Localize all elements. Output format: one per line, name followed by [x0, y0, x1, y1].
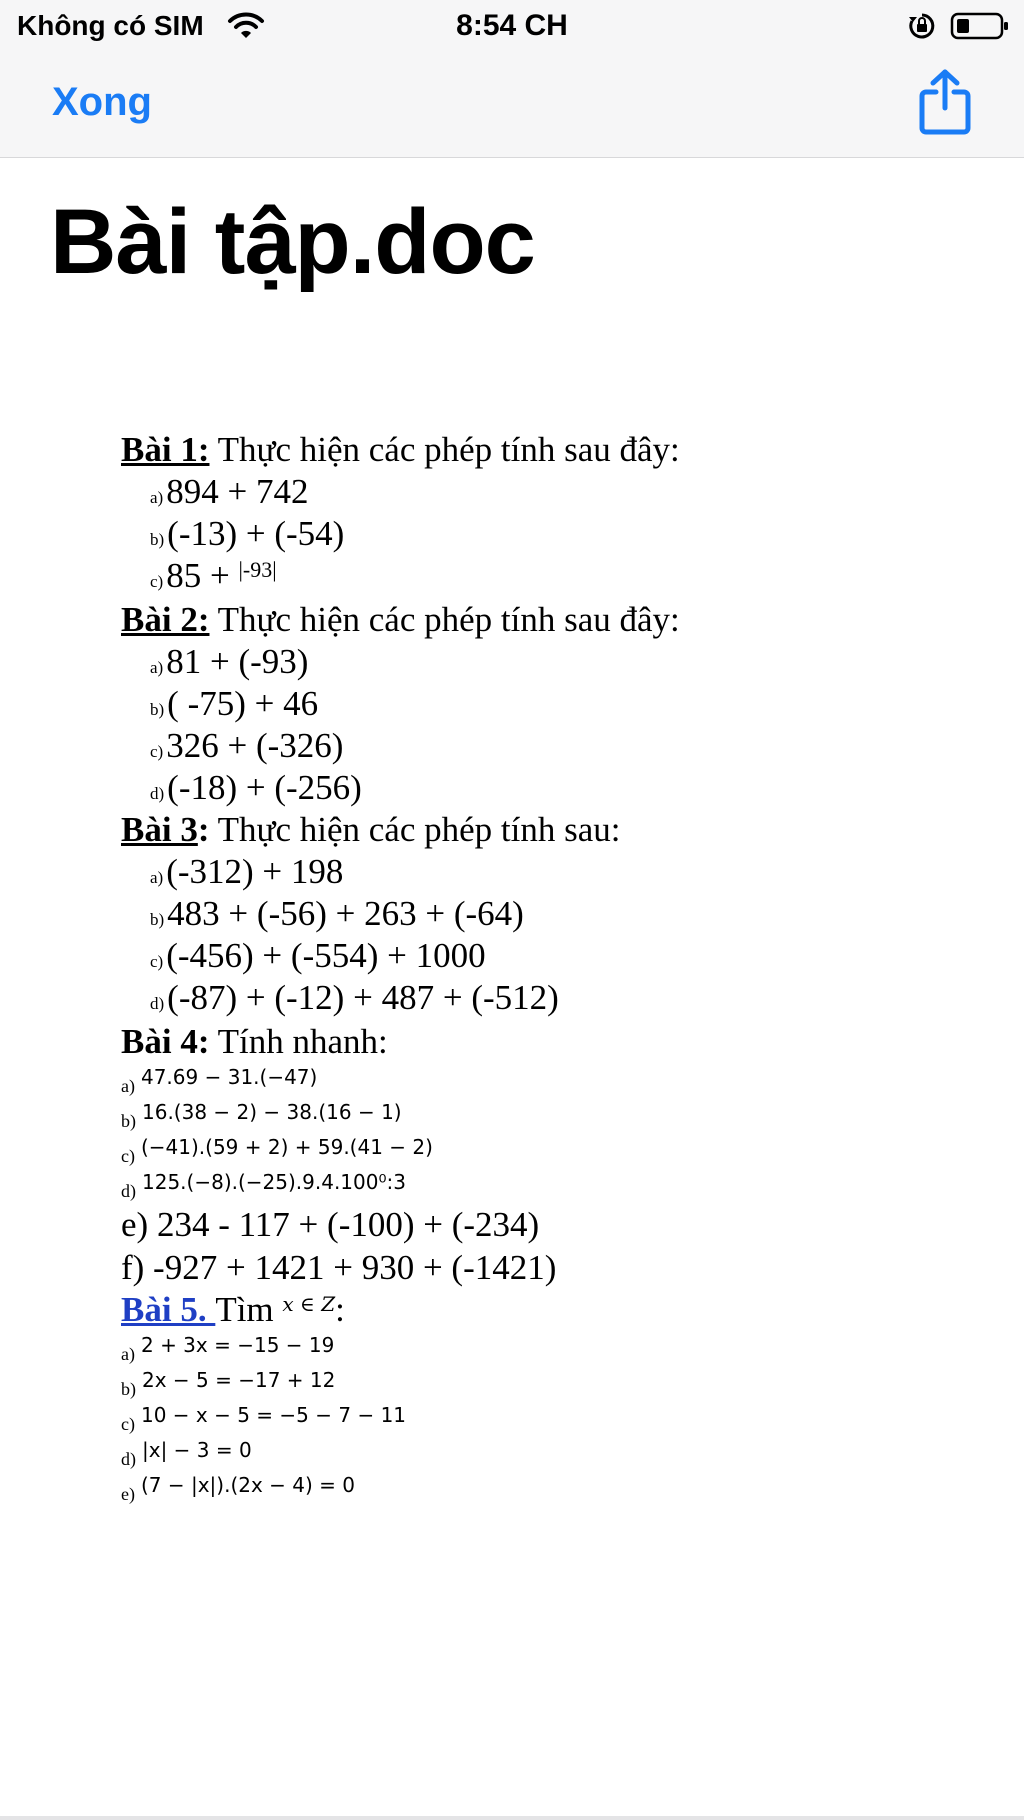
exercise-instruction: Tính nhanh: [209, 1022, 388, 1061]
item-expression: (-18) + (-256) [167, 768, 362, 807]
exercise-3-heading [121, 810, 620, 850]
item-letter: a) [150, 488, 164, 507]
item-letter: d) [121, 1449, 136, 1469]
exercise-instruction: Thực hiện các phép tính sau đây: [209, 430, 680, 469]
clock: 8:54 CH [456, 9, 568, 42]
list-item [150, 768, 362, 808]
item-expression: 47.69 − 31.(−47) [140, 1065, 318, 1089]
exercise-2-heading [121, 600, 680, 640]
list-item [121, 1402, 406, 1435]
document-title: Bài tập.doc [50, 191, 535, 293]
item-expression: 81 + (-93) [166, 642, 309, 681]
list-item [121, 1099, 402, 1132]
list-item [121, 1169, 406, 1202]
item-letter: c) [150, 572, 164, 591]
item-letter: d) [150, 784, 165, 803]
item-expression: 85 + [166, 556, 239, 595]
exercise-label-link[interactable]: Bài 5. [121, 1290, 216, 1329]
exercise-label: Bài 3 [121, 810, 198, 849]
list-item [150, 472, 308, 512]
item-expression: (−41).(59 + 2) + 59.(41 − 2) [140, 1135, 433, 1159]
list-item [121, 1134, 433, 1167]
exercise-instruction: Tìm [215, 1290, 283, 1329]
exercise-label: Bài 1: [121, 430, 210, 469]
exercise-label-colon: : [197, 810, 210, 849]
item-letter: a) [121, 1076, 135, 1096]
item-expression: 2 + 3x = −15 − 19 [140, 1333, 335, 1357]
item-expression-extra: |-93| [238, 557, 277, 582]
list-item [150, 642, 308, 682]
exercise-label: Bài 2: [121, 600, 210, 639]
item-expression: 483 + (-56) + 263 + (-64) [167, 894, 524, 933]
variable-condition: x ∈ Z [282, 1292, 336, 1316]
item-letter: d) [121, 1181, 136, 1201]
list-item-f: f) -927 + 1421 + 930 + (-1421) [121, 1248, 557, 1287]
list-item [121, 1472, 355, 1505]
list-item [150, 556, 277, 596]
item-letter: b) [150, 530, 165, 549]
item-expression: 326 + (-326) [166, 726, 344, 765]
item-letter: e) [121, 1484, 135, 1504]
item-letter: c) [121, 1414, 135, 1434]
item-letter: b) [121, 1379, 136, 1399]
list-item [150, 978, 559, 1018]
item-expression: ( -75) + 46 [167, 684, 319, 723]
list-item [121, 1437, 252, 1470]
list-item [121, 1367, 335, 1400]
item-letter: a) [150, 868, 164, 887]
item-expression: (-87) + (-12) + 487 + (-512) [167, 978, 559, 1017]
list-item-e: e) 234 - 117 + (-100) + (-234) [121, 1205, 540, 1244]
list-item [150, 514, 344, 554]
item-expression: 125.(−8).(−25).9.4.100⁰:3 [142, 1170, 406, 1194]
list-item [121, 1332, 334, 1365]
list-item [121, 1064, 317, 1097]
item-letter: d) [150, 994, 165, 1013]
exercise-4-heading [121, 1022, 388, 1062]
item-letter: c) [121, 1146, 135, 1166]
item-expression: 894 + 742 [166, 472, 309, 511]
item-letter: b) [150, 910, 165, 929]
list-item [150, 936, 486, 976]
item-letter: a) [121, 1344, 135, 1364]
done-button[interactable]: Xong [52, 80, 152, 124]
item-letter: c) [150, 742, 164, 761]
exercise-instruction: Thực hiện các phép tính sau đây: [209, 600, 680, 639]
item-expression: |x| − 3 = 0 [142, 1438, 252, 1462]
list-item [150, 894, 524, 934]
exercise-1-heading [121, 430, 680, 470]
item-expression: (-13) + (-54) [167, 514, 345, 553]
item-letter: b) [121, 1111, 136, 1131]
item-expression: (-312) + 198 [166, 852, 344, 891]
item-expression: 16.(38 − 2) − 38.(16 − 1) [142, 1100, 402, 1124]
exercise-5-heading [121, 1290, 345, 1330]
bottom-divider [0, 1816, 1024, 1820]
exercise-colon: : [335, 1290, 345, 1329]
item-letter: b) [150, 700, 165, 719]
list-item [150, 852, 343, 892]
carrier-label: Không có SIM [17, 10, 204, 41]
exercise-label: Bài 4: [121, 1022, 210, 1061]
list-item [150, 726, 343, 766]
item-expression: (-456) + (-554) + 1000 [166, 936, 486, 975]
item-letter: c) [150, 952, 164, 971]
item-expression: (7 − |x|).(2x − 4) = 0 [140, 1473, 356, 1497]
exercise-instruction: Thực hiện các phép tính sau: [209, 810, 621, 849]
list-item [150, 684, 318, 724]
item-expression: 10 − x − 5 = −5 − 7 − 11 [140, 1403, 407, 1427]
item-expression: 2x − 5 = −17 + 12 [142, 1368, 336, 1392]
item-letter: a) [150, 658, 164, 677]
